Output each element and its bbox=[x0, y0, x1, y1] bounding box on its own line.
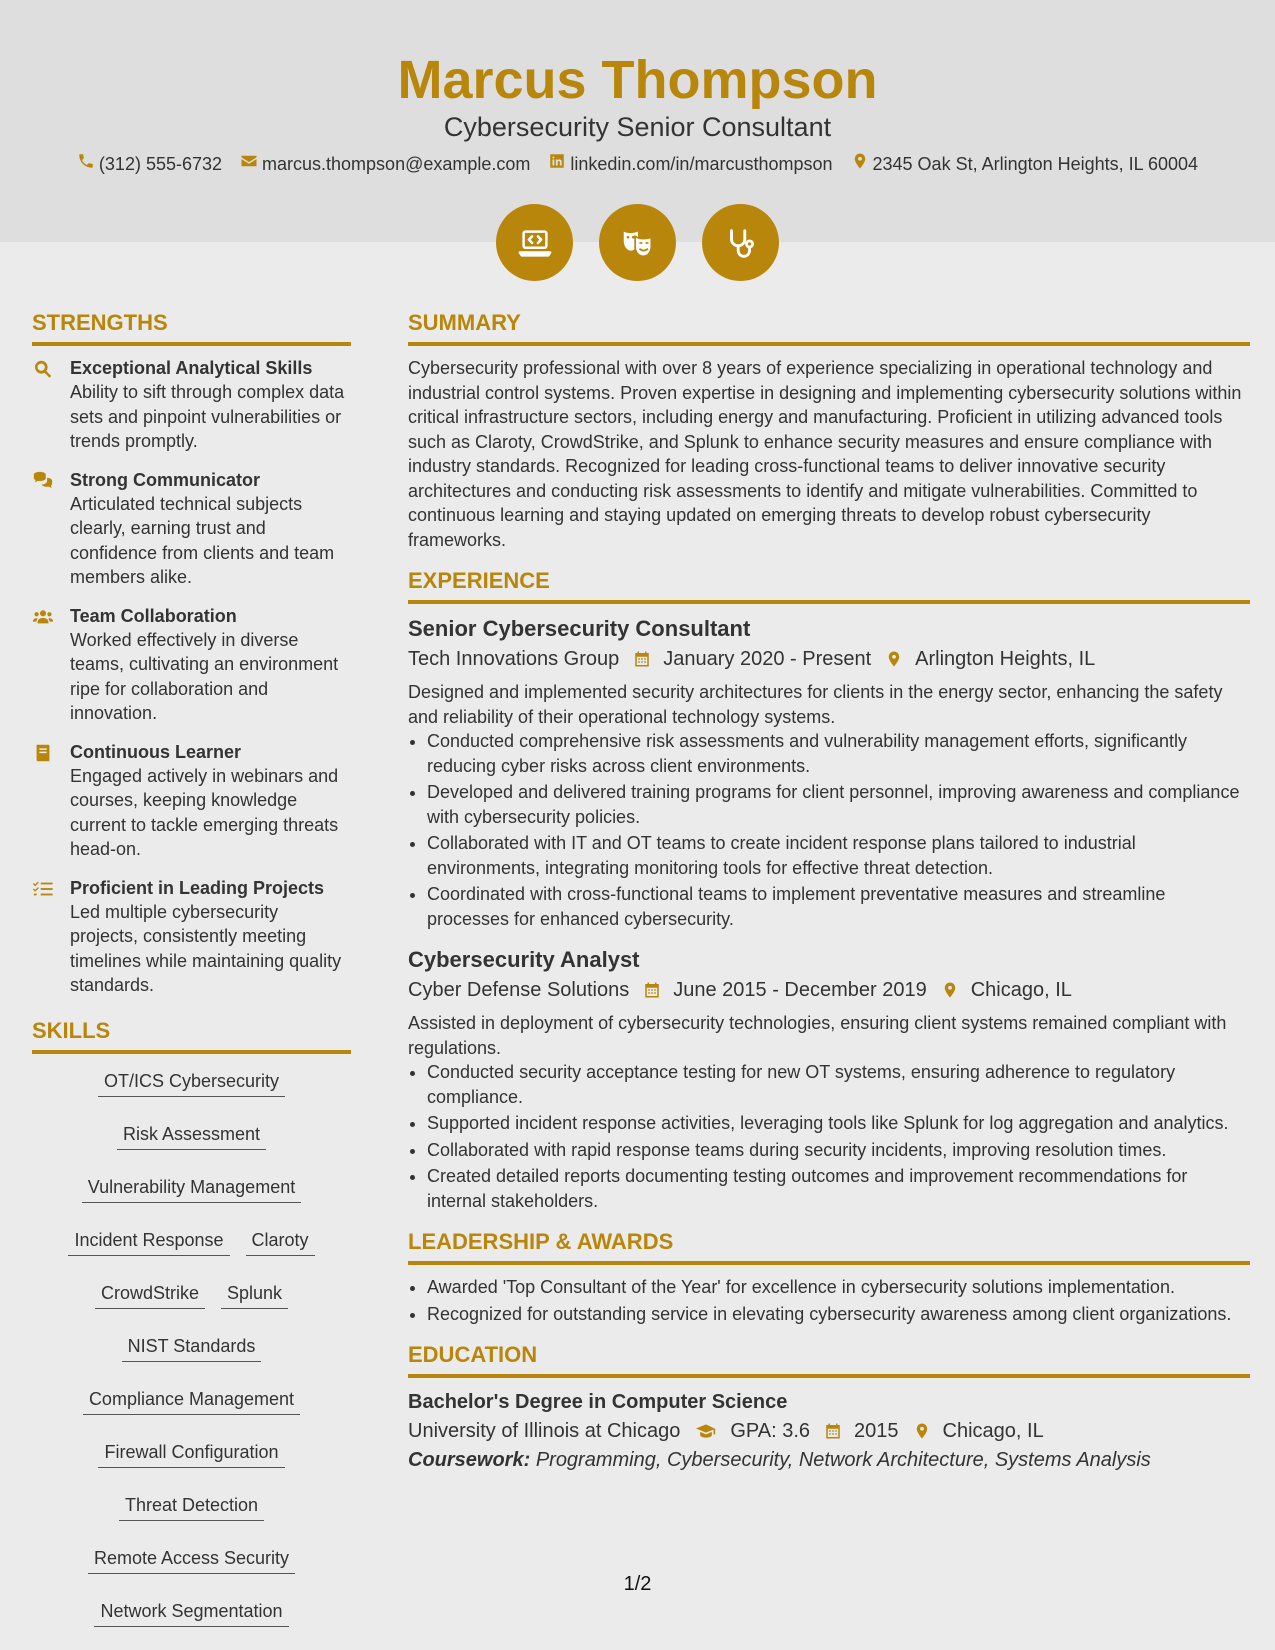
coursework bbox=[408, 1446, 1250, 1474]
strengths-heading: STRENGTHS bbox=[32, 308, 351, 346]
map-marker-icon bbox=[913, 1421, 931, 1441]
right-column bbox=[408, 308, 1250, 1474]
strength-title: Team Collaboration bbox=[70, 605, 237, 626]
skill-tag: Firewall Configuration bbox=[98, 1439, 284, 1468]
job-description: Designed and implemented security architectures for clients in the energy sector, enhancing the safety and reliability of their operational technology systems. bbox=[408, 682, 1223, 727]
experience-heading: EXPERIENCE bbox=[408, 566, 1250, 604]
contact-row bbox=[0, 152, 1275, 176]
skill-tag: Risk Assessment bbox=[117, 1121, 266, 1150]
skill-tag: Claroty bbox=[246, 1227, 315, 1256]
summary-heading: SUMMARY bbox=[408, 308, 1250, 346]
list-item: • Developed and delivered training programs for client personnel, improving awareness and compliance with cybersecurity policies. bbox=[427, 780, 1250, 829]
job-dates: January 2020 - Present bbox=[663, 648, 872, 670]
calendar-icon bbox=[633, 649, 651, 669]
education-entry bbox=[408, 1388, 1250, 1474]
contact-phone[interactable] bbox=[77, 152, 222, 176]
skill-tag: OT/ICS Cybersecurity bbox=[98, 1068, 285, 1097]
job-company: Tech Innovations Group bbox=[408, 648, 620, 670]
address-text: 2345 Oak St, Arlington Heights, IL 60004 bbox=[872, 154, 1199, 174]
strength-text: Articulated technical subjects clearly, earning trust and confidence from clients and team members alike. bbox=[70, 493, 335, 587]
coursework-label: Coursework: bbox=[408, 1449, 531, 1471]
skills-list bbox=[32, 1064, 351, 1627]
book-icon bbox=[32, 740, 58, 862]
strength-item bbox=[32, 356, 351, 454]
school-location: Chicago, IL bbox=[942, 1420, 1044, 1442]
skill-tag: Splunk bbox=[221, 1280, 288, 1309]
job-bullets bbox=[408, 729, 1250, 931]
summary-text: Cybersecurity professional with over 8 years of experience specializing in operational technology and industrial control systems. Proven expertise in designing and implementing cybersecurity solutions within critical infrastructure sectors, including energy and manufacturing. Proficient in utilizing advanced tools such as Claroty, CrowdStrike, and Splunk to enhance security measures and ensure compliance with industry standards. Recognized for leading cross-functional teams to deliver innovative security architectures and conducting risk assessments to identify and mitigate vulnerabilities. Committed to continuous learning and staying updated on emerging threats to develop robust cybersecurity frameworks. bbox=[408, 358, 1242, 550]
education-heading: EDUCATION bbox=[408, 1340, 1250, 1378]
envelope-icon bbox=[240, 152, 258, 176]
strength-text: Ability to sift through complex data sets and pinpoint vulnerabilities or trends promptly. bbox=[70, 382, 345, 451]
list-item: • Coordinated with cross-functional teams to implement preventative measures and streamline processes for enhanced cybersecurity. bbox=[427, 882, 1250, 931]
list-item: • Awarded 'Top Consultant of the Year' for excellence in cybersecurity solutions implementation. bbox=[427, 1275, 1250, 1300]
task-list-icon bbox=[32, 876, 58, 998]
strength-title: Proficient in Leading Projects bbox=[70, 877, 325, 898]
skill-tag: Incident Response bbox=[68, 1227, 229, 1256]
contact-linkedin[interactable] bbox=[548, 152, 832, 176]
phone-text: (312) 555-6732 bbox=[98, 154, 223, 174]
graduation-cap-icon bbox=[694, 1421, 718, 1441]
map-marker-icon bbox=[885, 649, 903, 669]
left-column bbox=[32, 308, 351, 1627]
list-item: • Recognized for outstanding service in elevating cybersecurity awareness among client organizations. bbox=[427, 1302, 1250, 1327]
job-entry bbox=[408, 614, 1250, 931]
strength-item bbox=[32, 740, 351, 862]
skill-tag: Vulnerability Management bbox=[82, 1174, 301, 1203]
list-item: • Supported incident response activities, leveraging tools like Splunk for log aggregation and analytics. bbox=[427, 1111, 1250, 1136]
email-text: marcus.thompson@example.com bbox=[262, 154, 531, 174]
job-company: Cyber Defense Solutions bbox=[408, 979, 630, 1001]
users-icon bbox=[32, 604, 58, 726]
skill-tag: Threat Detection bbox=[119, 1492, 264, 1521]
contact-address bbox=[851, 152, 1199, 176]
strength-text: Led multiple cybersecurity projects, consistently meeting timelines while maintaining quality standards. bbox=[70, 901, 342, 995]
map-marker-icon bbox=[941, 980, 959, 1000]
school-name: University of Illinois at Chicago bbox=[408, 1420, 681, 1442]
phone-icon bbox=[77, 152, 95, 176]
list-item: • Created detailed reports documenting testing outcomes and improvement recommendations for internal stakeholders. bbox=[427, 1164, 1250, 1213]
skill-tag: Network Segmentation bbox=[94, 1598, 288, 1627]
degree-title: Bachelor's Degree in Computer Science bbox=[408, 1391, 788, 1413]
strength-title: Exceptional Analytical Skills bbox=[70, 358, 313, 378]
laptop-code-icon bbox=[496, 204, 573, 281]
awards-heading: LEADERSHIP & AWARDS bbox=[408, 1227, 1250, 1265]
calendar-icon bbox=[824, 1421, 842, 1441]
linkedin-icon bbox=[548, 152, 566, 176]
linkedin-text: linkedin.com/in/marcusthompson bbox=[570, 154, 833, 174]
skills-heading: SKILLS bbox=[32, 1016, 351, 1054]
skill-tag: Remote Access Security bbox=[88, 1545, 295, 1574]
education-meta bbox=[408, 1416, 1250, 1446]
job-dates: June 2015 - December 2019 bbox=[673, 979, 927, 1001]
strength-text: Worked effectively in diverse teams, cultivating an environment ripe for collaboration and innovation. bbox=[70, 629, 339, 723]
map-marker-icon bbox=[851, 152, 869, 176]
strength-item bbox=[32, 468, 351, 590]
skill-tag: NIST Standards bbox=[122, 1333, 262, 1362]
list-item: • Collaborated with rapid response teams during security incidents, improving resolution times. bbox=[427, 1138, 1250, 1163]
awards-list bbox=[408, 1275, 1250, 1326]
job-title: Cybersecurity Senior Consultant bbox=[443, 112, 832, 142]
job-bullets bbox=[408, 1060, 1250, 1213]
skill-tag: CrowdStrike bbox=[95, 1280, 205, 1309]
list-item: • Collaborated with IT and OT teams to create incident response plans tailored to industrial environments, integrating monitoring tools for effective threat detection. bbox=[427, 831, 1250, 880]
job-entry bbox=[408, 945, 1250, 1213]
strength-text: Engaged actively in webinars and courses, keeping knowledge current to tackle emerging threats head-on. bbox=[70, 765, 339, 859]
strength-title: Strong Communicator bbox=[70, 469, 261, 490]
job-description: Assisted in deployment of cybersecurity technologies, ensuring client systems remained compliant with regulations. bbox=[408, 1013, 1227, 1058]
comments-icon bbox=[32, 468, 58, 590]
list-item: • Conducted security acceptance testing for new OT systems, ensuring adherence to regulatory compliance. bbox=[427, 1060, 1250, 1109]
coursework-text: Programming, Cybersecurity, Network Architecture, Systems Analysis bbox=[535, 1449, 1151, 1471]
theater-masks-icon bbox=[599, 204, 676, 281]
interest-badges bbox=[0, 204, 1275, 281]
candidate-name: Marcus Thompson bbox=[397, 50, 878, 110]
job-position: Senior Cybersecurity Consultant bbox=[408, 616, 751, 641]
contact-email[interactable] bbox=[240, 152, 530, 176]
calendar-icon bbox=[643, 980, 661, 1000]
strength-item bbox=[32, 876, 351, 998]
strength-item bbox=[32, 604, 351, 726]
job-position: Cybersecurity Analyst bbox=[408, 947, 640, 972]
strength-title: Continuous Learner bbox=[70, 741, 242, 762]
job-location: Chicago, IL bbox=[970, 979, 1072, 1001]
skill-tag: Compliance Management bbox=[83, 1386, 300, 1415]
job-meta bbox=[408, 975, 1250, 1005]
graduation-year: 2015 bbox=[854, 1420, 899, 1442]
job-meta bbox=[408, 644, 1250, 674]
job-location: Arlington Heights, IL bbox=[915, 648, 1096, 670]
stethoscope-icon bbox=[702, 204, 779, 281]
page-number: 1/2 bbox=[623, 1573, 652, 1595]
gpa: GPA: 3.6 bbox=[730, 1420, 811, 1442]
search-icon bbox=[32, 356, 58, 454]
list-item: • Conducted comprehensive risk assessments and vulnerability management efforts, significantly reducing cyber risks across client environments. bbox=[427, 729, 1250, 778]
